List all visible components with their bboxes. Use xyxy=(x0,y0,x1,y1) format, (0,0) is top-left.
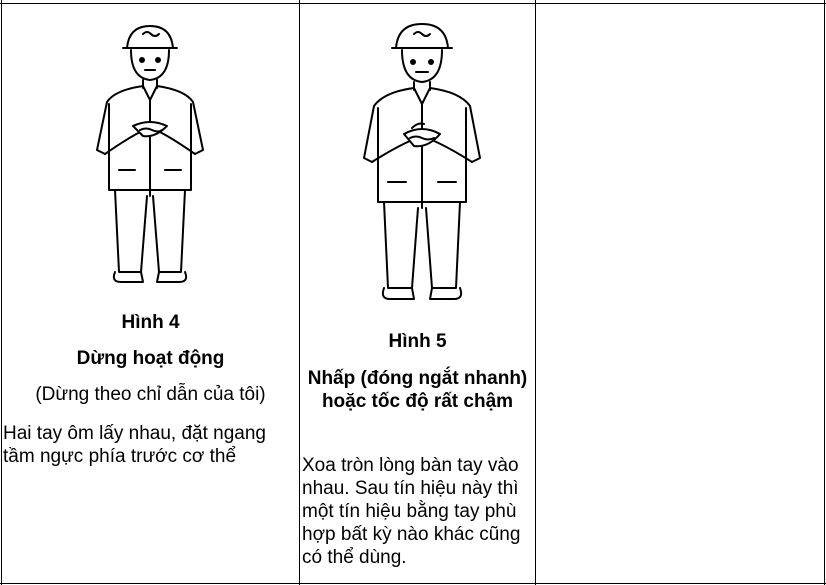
signal-title-stop: Dừng hoạt động xyxy=(76,348,225,369)
column-divider-left xyxy=(1,0,2,585)
table-bottom-border xyxy=(0,583,826,584)
signal-description-inching: Xoa tròn lòng bàn tay vào nhau. Sau tín hiệu này thì một tín hiệu bằng tay phù hợp bất kỳ nào khác cũng có thể dùng. xyxy=(302,455,521,568)
worker-figure-stop-illustration xyxy=(85,20,215,300)
column-divider-right xyxy=(824,0,825,585)
signal-description-stop: Hai tay ôm lấy nhau, đặt ngang tầm ngực phía trước cơ thể xyxy=(3,423,267,467)
signal-title-inching: Nhấp (đóng ngắt nhanh) hoặc tốc độ rất chậm xyxy=(307,368,528,412)
column-divider-1 xyxy=(299,0,300,585)
figure-caption-4: Hình 4 xyxy=(121,312,180,333)
figure-caption-5: Hình 5 xyxy=(388,331,447,352)
signal-subtitle-stop: (Dừng theo chỉ dẫn của tôi) xyxy=(35,384,266,405)
worker-figure-inching-illustration xyxy=(352,18,492,318)
table-cell-3-empty xyxy=(536,4,824,583)
